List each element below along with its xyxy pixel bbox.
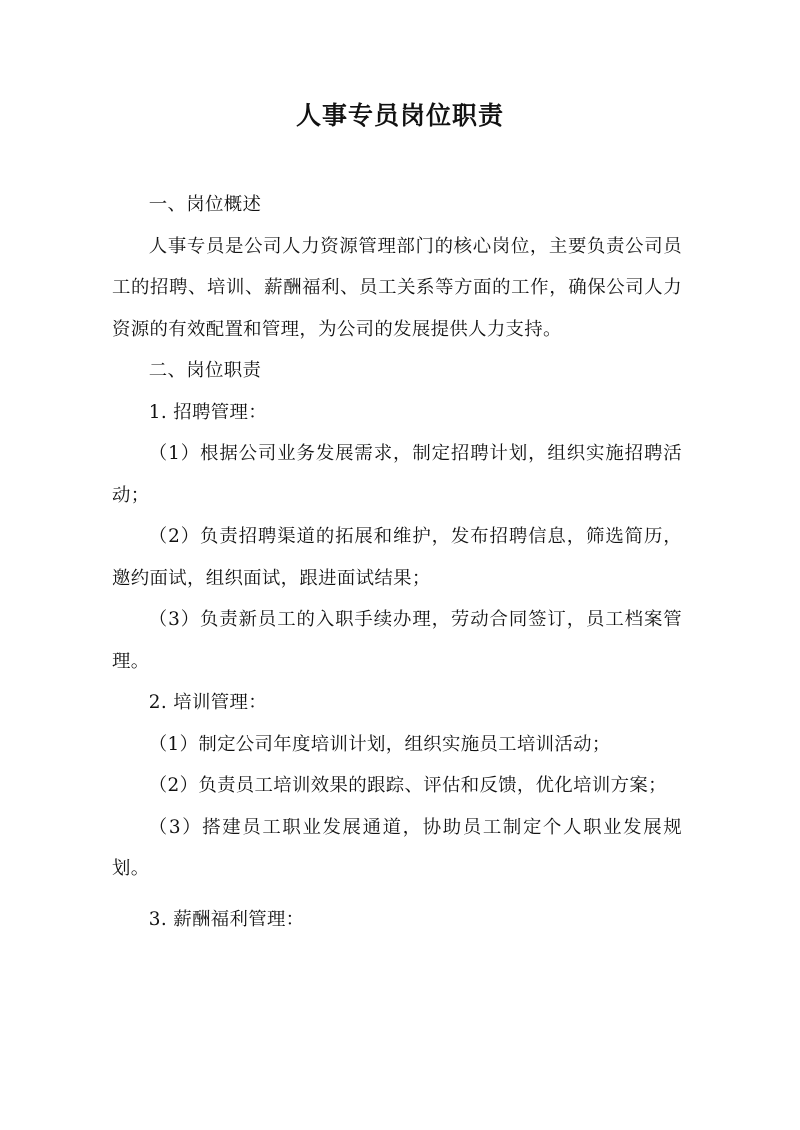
recruitment-item-3: （3）负责新员工的入职手续办理，劳动合同签订，员工档案管理。 bbox=[112, 609, 682, 672]
section-heading-overview: 一、岗位概述 bbox=[148, 194, 262, 215]
overview-paragraph: 人事专员是公司人力资源管理部门的核心岗位，主要负责公司员工的招聘、培训、薪酬福利、员工关系等方面的工作，确保公司人力资源的有效配置和管理，为公司的发展提供人力支持。 bbox=[112, 235, 682, 340]
document-body bbox=[112, 184, 682, 940]
training-item-3: （3）搭建员工职业发展通道，协助员工制定个人职业发展规划。 bbox=[112, 816, 682, 879]
training-item-2: （2）负责员工培训效果的跟踪、评估和反馈，优化培训方案； bbox=[148, 775, 667, 796]
section-heading-duties: 二、岗位职责 bbox=[148, 360, 262, 381]
training-item-1: （1）制定公司年度培训计划，组织实施员工培训活动； bbox=[148, 733, 611, 755]
recruitment-item-2: （2）负责招聘渠道的拓展和维护，发布招聘信息，筛选简历，邀约面试，组织面试，跟进面试结果； bbox=[112, 526, 682, 589]
subheading-recruitment: 1. 招聘管理： bbox=[148, 401, 267, 423]
subheading-training: 2. 培训管理： bbox=[148, 692, 267, 713]
paragraph-spacer bbox=[112, 890, 682, 899]
page-title: 人事专员岗位职责 bbox=[295, 101, 504, 130]
recruitment-item-1: （1）根据公司业务发展需求，制定招聘计划，组织实施招聘活动； bbox=[112, 443, 682, 506]
subheading-compensation: 3. 薪酬福利管理： bbox=[148, 908, 305, 930]
